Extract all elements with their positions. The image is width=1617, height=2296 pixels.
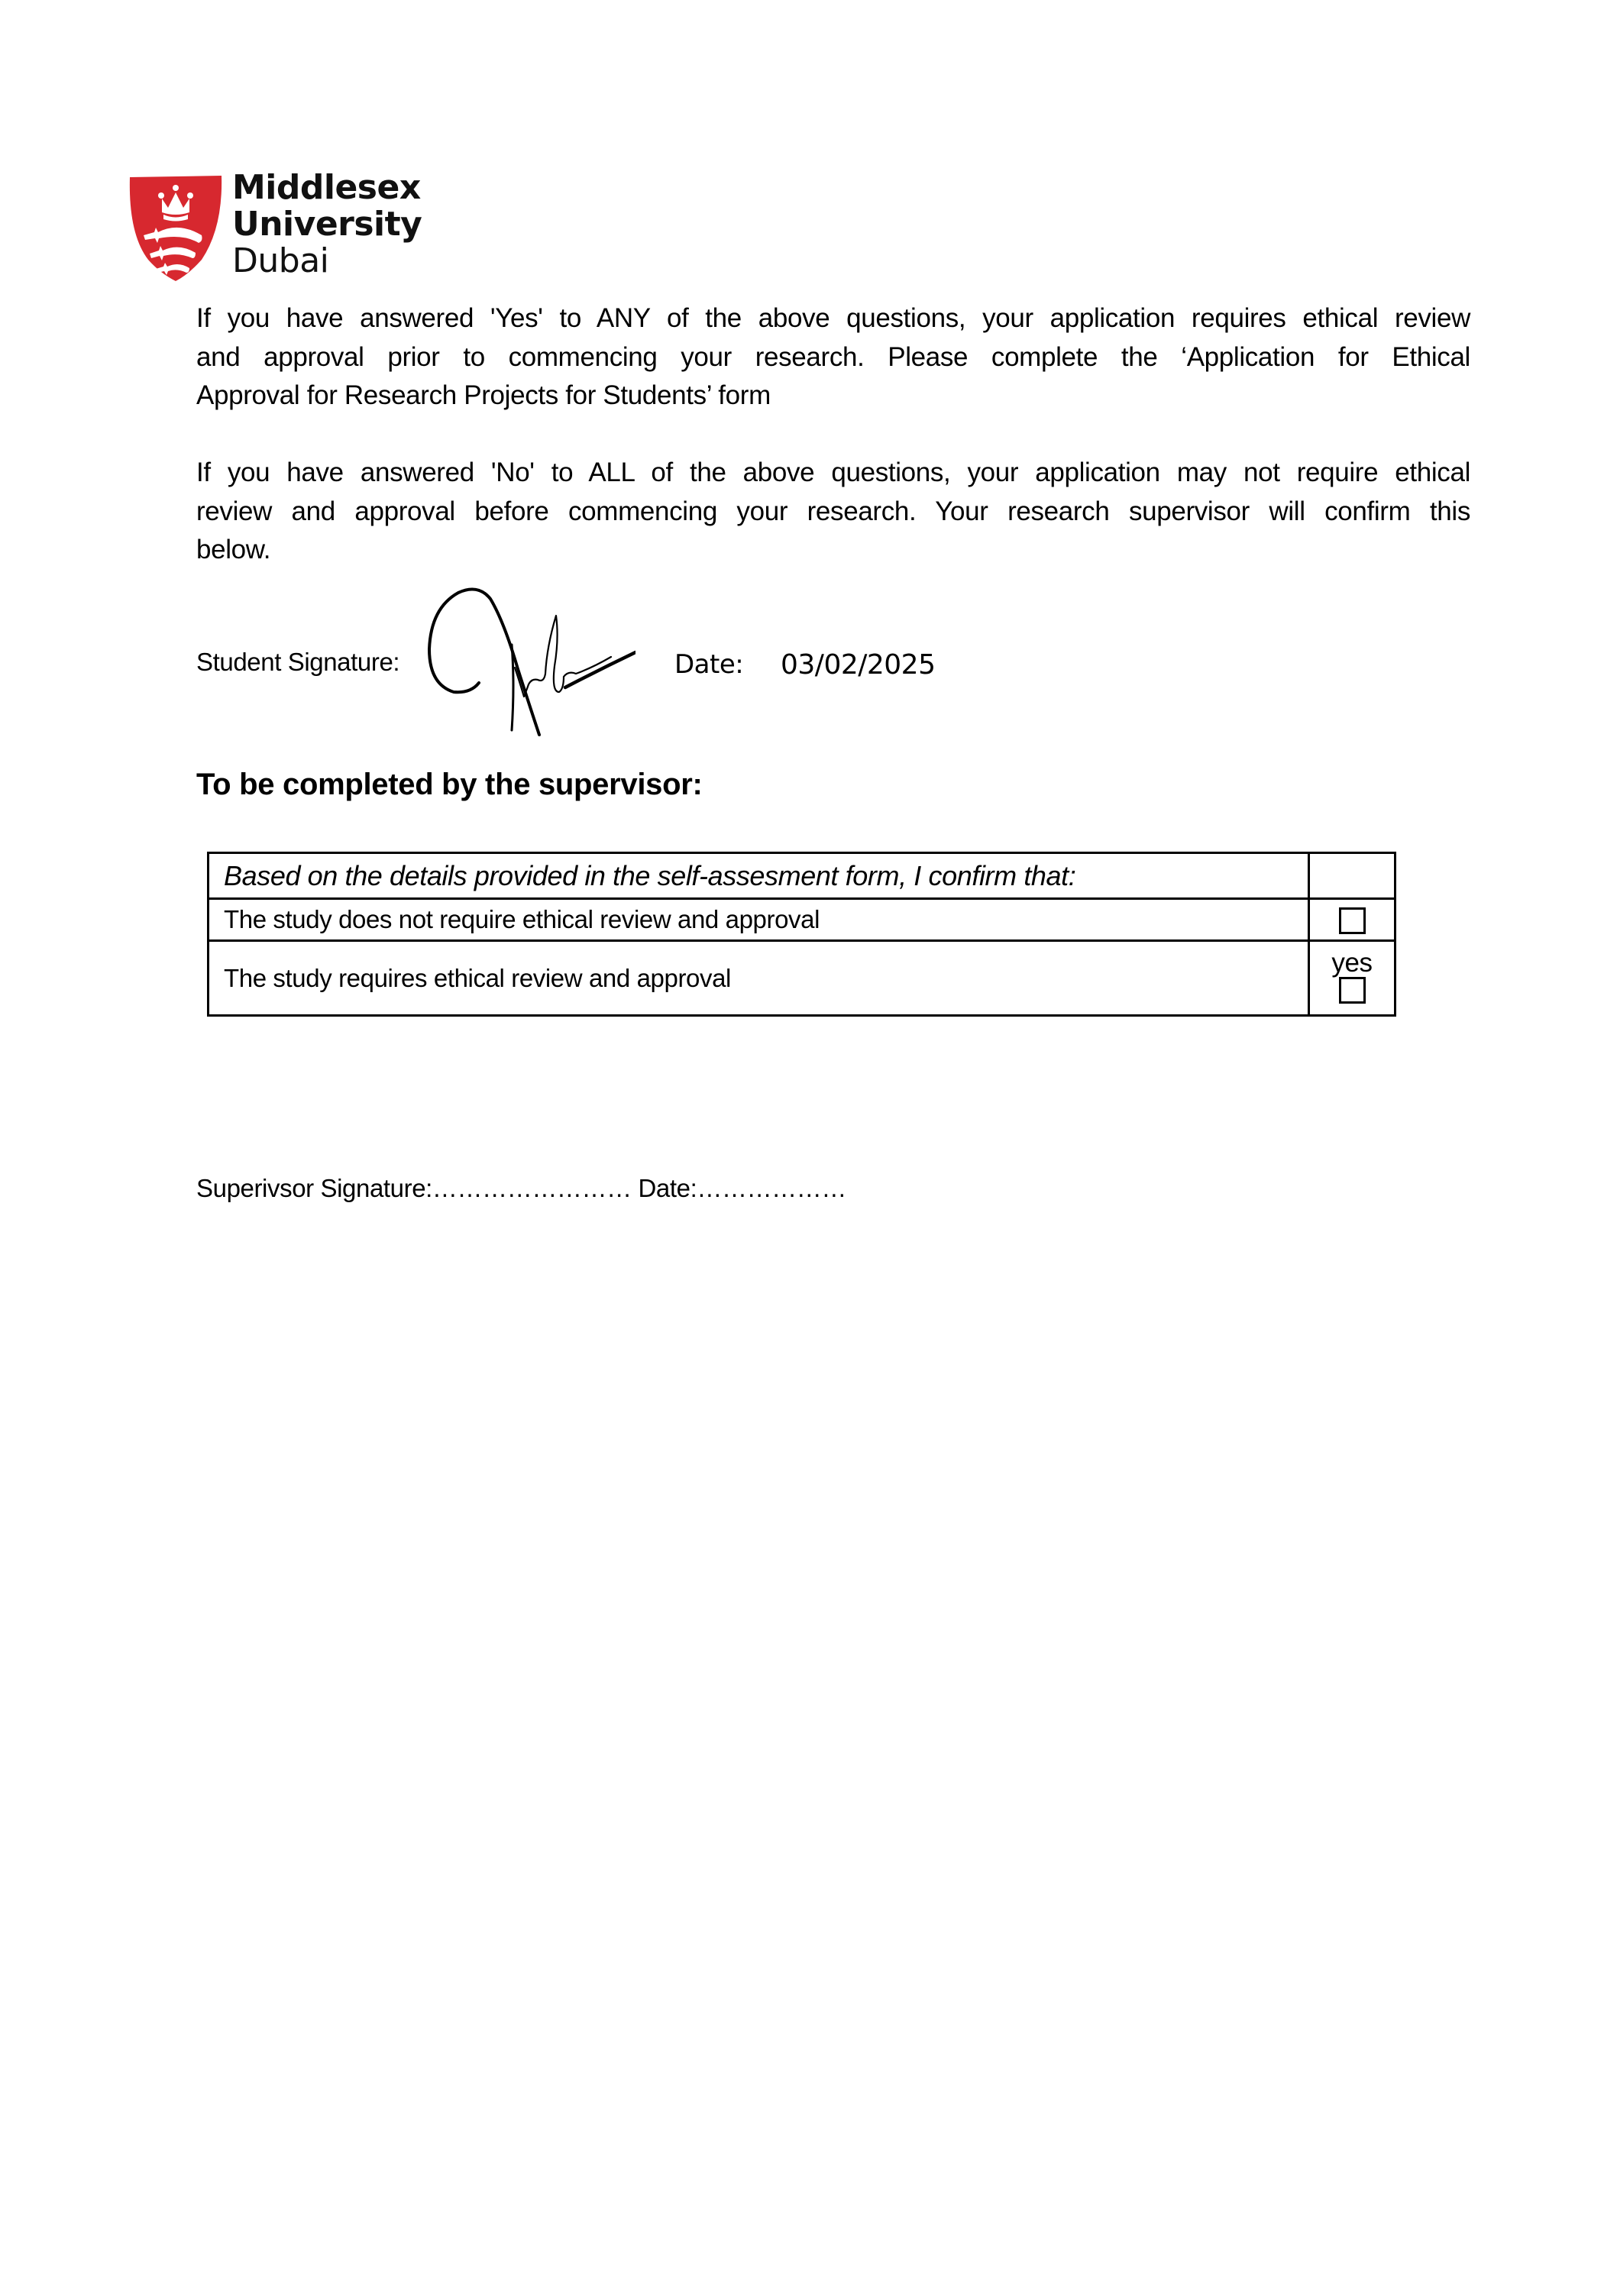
yes-any-paragraph (196, 299, 1470, 416)
university-logo (128, 168, 422, 286)
university-name (232, 170, 422, 280)
logo-line-3: Dubai (232, 241, 329, 280)
paragraph-line: review and approval before commencing your research. Your research supervisor will confirm this (196, 496, 1470, 526)
student-signature-label: Student Signature: (196, 648, 400, 676)
option-not-required-label: The study does not require ethical review and approval (209, 899, 1309, 941)
not-required-checkbox[interactable] (1339, 907, 1366, 934)
handwritten-signature-icon (425, 585, 635, 739)
paragraph-line: and approval prior to commencing your research. Please complete the ‘Application for Ethical (196, 341, 1470, 372)
table-header-row (209, 853, 1395, 899)
yes-annotation: yes (1331, 948, 1373, 978)
logo-line-1: Middlesex (232, 168, 421, 207)
required-checkbox[interactable] (1339, 977, 1366, 1004)
option-not-required-cell (1309, 899, 1395, 941)
table-header-text: Based on the details provided in the self-assesment form, I confirm that: (209, 853, 1309, 899)
student-date-value: 03/02/2025 (781, 649, 936, 681)
logo-line-2: University (232, 205, 422, 244)
supervisor-section-heading: To be completed by the supervisor: (196, 768, 703, 801)
table-header-empty-cell (1309, 853, 1395, 899)
middlesex-shield-icon (128, 174, 223, 283)
table-row (209, 899, 1395, 941)
option-required-label: The study requires ethical review and approval (209, 941, 1309, 1016)
paragraph-line: Approval for Research Projects for Students’ form (196, 380, 771, 410)
option-required-cell (1309, 941, 1395, 1016)
table-row (209, 941, 1395, 1016)
no-all-paragraph (196, 454, 1470, 570)
paragraph-line: If you have answered 'No' to ALL of the above questions, your application may not require ethical (196, 458, 1470, 487)
supervisor-confirmation-table (207, 852, 1396, 1017)
student-date-label: Date: (674, 649, 744, 680)
paragraph-line: below. (196, 535, 271, 564)
supervisor-signature-date-line[interactable]: Superivsor Signature:…………………… Date:……………… (196, 1174, 846, 1202)
paragraph-line: If you have answered 'Yes' to ANY of the above questions, your application requires ethical review (196, 303, 1470, 333)
